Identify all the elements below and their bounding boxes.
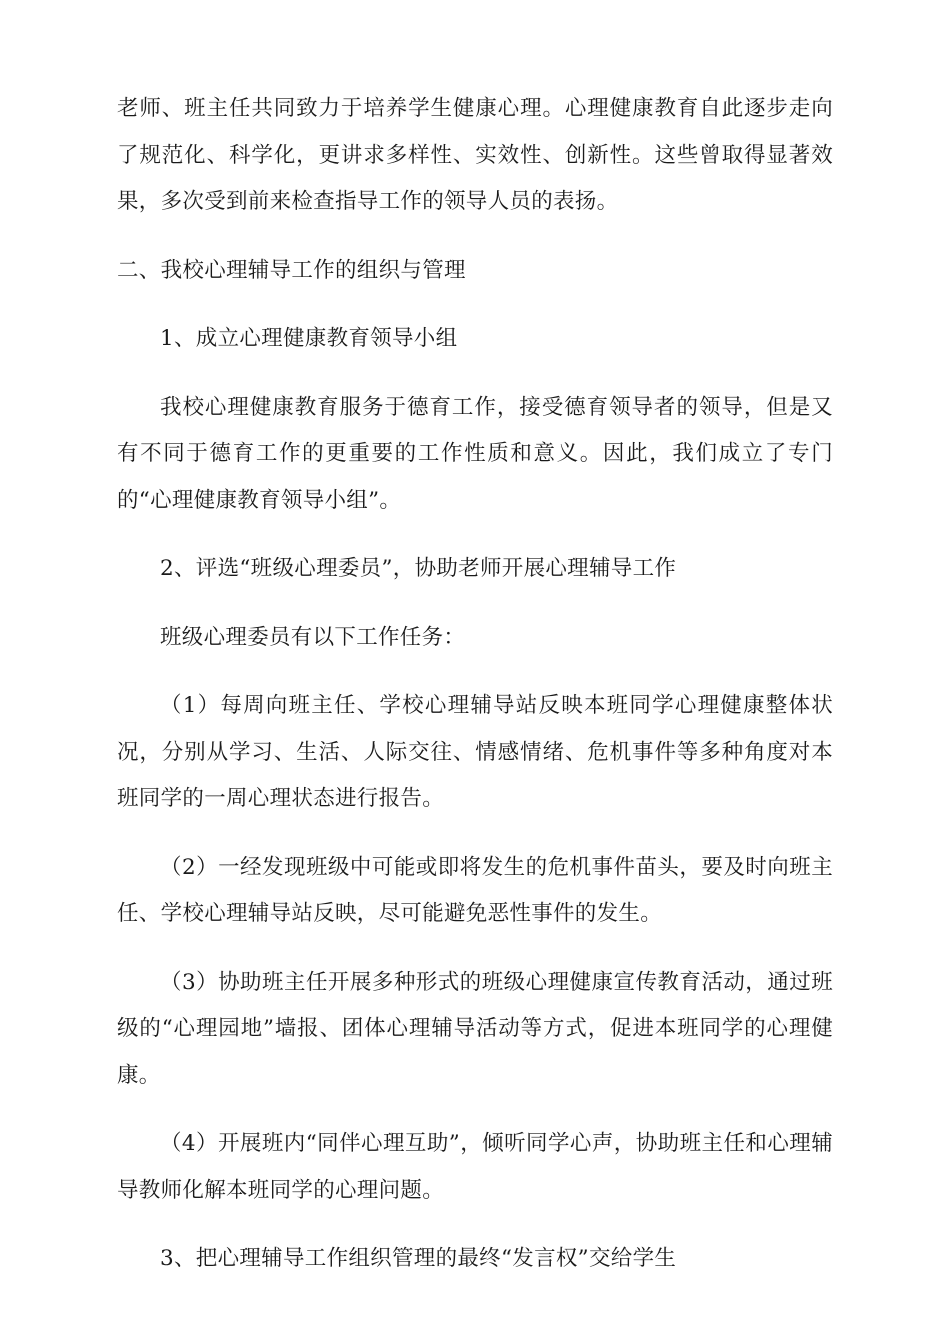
list-item-task-3: （3）协助班主任开展多种形式的班级心理健康宣传教育活动，通过班级的“心理园地”墙报、团体心理辅导活动等方式，促进本班同学的心理健康。 (117, 969, 833, 1088)
list-item-task-4: （4）开展班内“同伴心理互助”，倾听同学心声，协助班主任和心理辅导教师化解本班同学的心理问题。 (117, 1131, 833, 1203)
list-item-task-1: （1）每周向班主任、学校心理辅导站反映本班同学心理健康整体状况，分别从学习、生活、人际交往、情感情绪、危机事件等多种角度对本班同学的一周心理状态进行报告。 (117, 693, 833, 811)
subheading-class-psych-committee: 2、评选“班级心理委员”，协助老师开展心理辅导工作 (160, 556, 677, 581)
paragraph-committee-tasks-intro: 班级心理委员有以下工作任务： (160, 624, 466, 650)
document-body (117, 86, 833, 1305)
subheading-leadership-group: 1、成立心理健康教育领导小组 (160, 326, 458, 351)
subheading-student-voice: 3、把心理辅导工作组织管理的最终“发言权”交给学生 (160, 1246, 677, 1271)
paragraph-continuation: 老师、班主任共同致力于培养学生健康心理。心理健康教育自此逐步走向了规范化、科学化，更讲求多样性、实效性、创新性。这些曾取得显著效果，多次受到前来检查指导工作的领导人员的表扬。 (117, 96, 833, 214)
section-heading-organization: 二、我校心理辅导工作的组织与管理 (117, 257, 466, 283)
list-item-task-2: （2）一经发现班级中可能或即将发生的危机事件苗头，要及时向班主任、学校心理辅导站反映，尽可能避免恶性事件的发生。 (117, 854, 833, 926)
paragraph-leadership-group: 我校心理健康教育服务于德育工作，接受德育领导者的领导，但是又有不同于德育工作的更重要的工作性质和意义。因此，我们成立了专门的“心理健康教育领导小组”。 (117, 394, 833, 513)
